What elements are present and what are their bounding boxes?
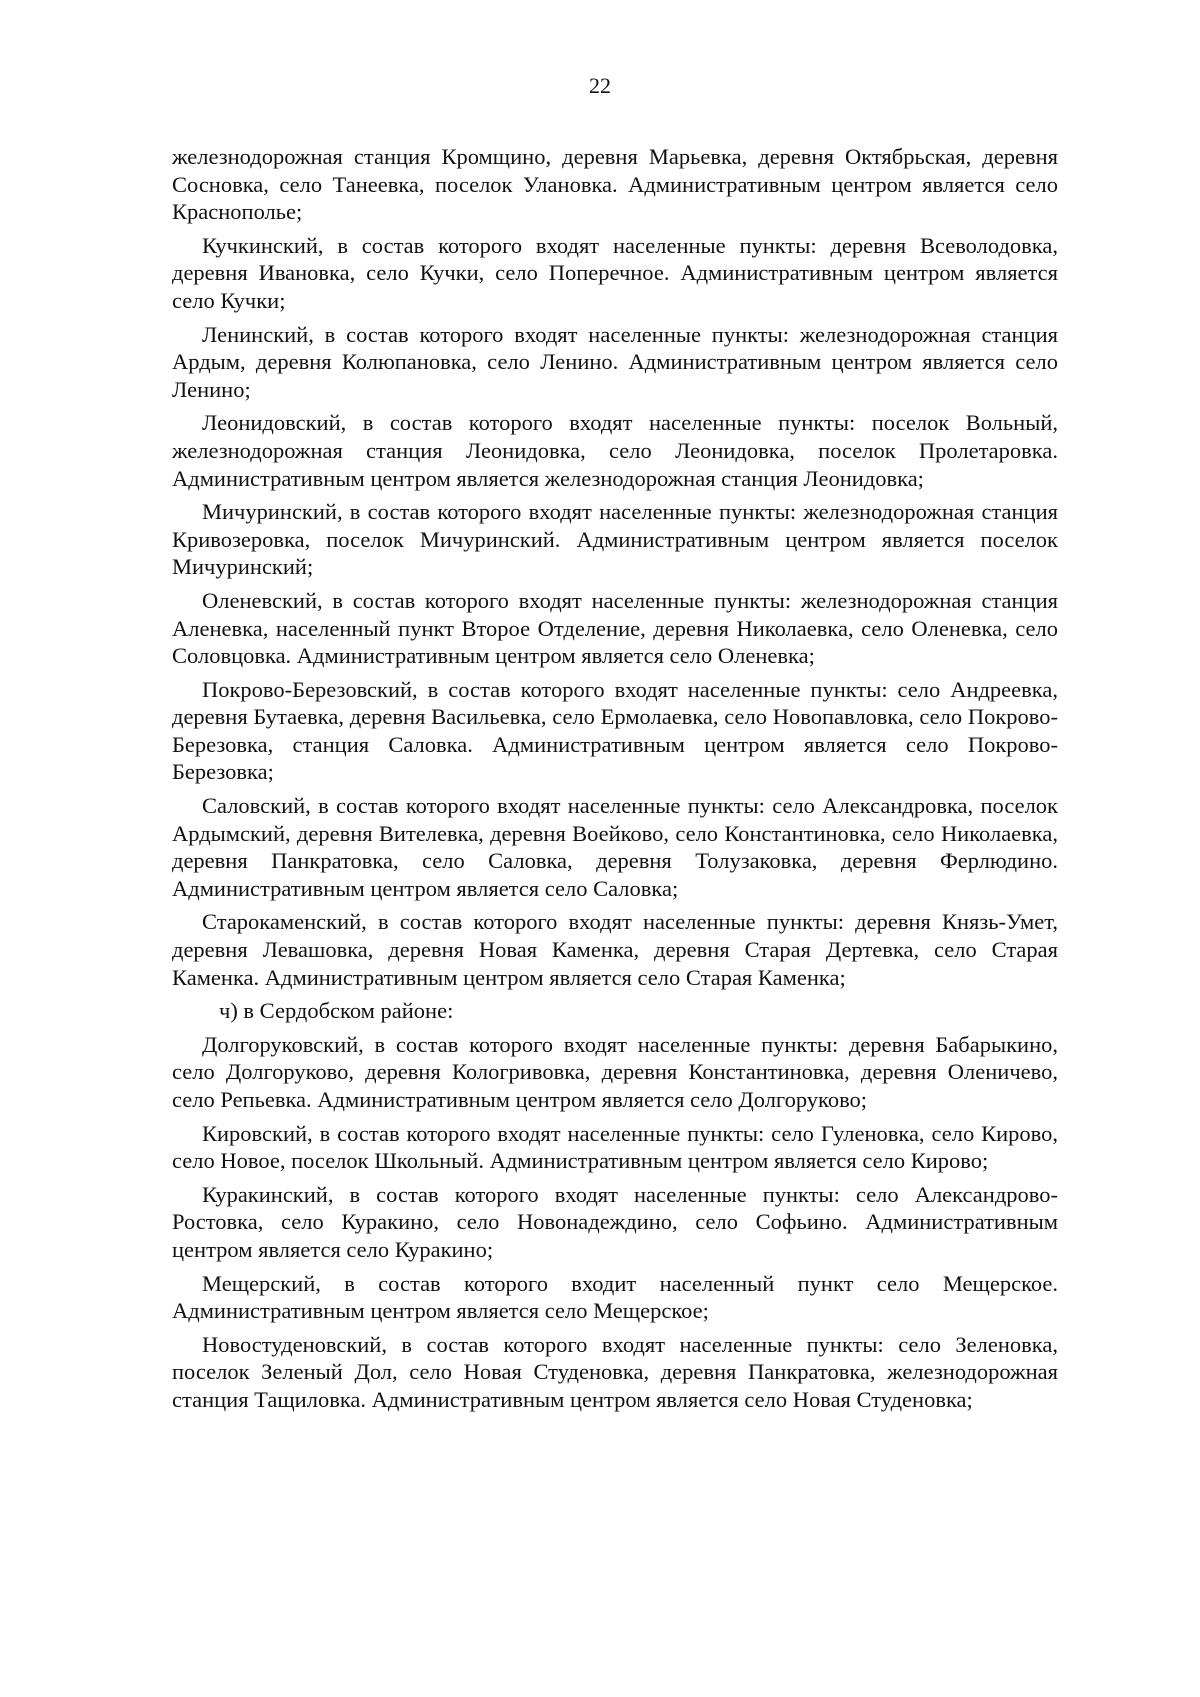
document-body: [172, 143, 1058, 1420]
paragraph-kurakinsky: Куракинский, в состав которого входят населенные пункты: село Александрово-Ростовка, село Куракино, село Новонадеждино, село Софьино. Административным центром является село Куракино;: [172, 1181, 1058, 1262]
paragraph-krasnopolye-continuation: железнодорожная станция Кромщино, деревня Марьевка, деревня Октябрьская, деревня Сосновка, село Танеевка, поселок Улановка. Административным центром является село Краснополье;: [172, 144, 1058, 225]
paragraph-starokamensky: Старокаменский, в состав которого входят населенные пункты: деревня Князь-Умет, деревня Левашовка, деревня Новая Каменка, деревня Старая Дертевка, село Старая Каменка. Административным центром является село Старая Каменка;: [172, 909, 1058, 990]
paragraph-pokrovo-berezovsky: Покрово-Березовский, в состав которого входят населенные пункты: село Андреевка, деревня Бутаевка, деревня Васильевка, село Ермолаевка, село Новопавловка, село Покрово-Березовка, станция Саловка. Административным центром является село Покрово-Березовка;: [172, 676, 1058, 785]
section-heading-serdobsky-district: ч) в Сердобском районе:: [219, 998, 454, 1024]
paragraph-kuchkinsky: Кучкинский, в состав которого входят населенные пункты: деревня Всеволодовка, деревня Ивановка, село Кучки, село Поперечное. Административным центром является село Кучки;: [172, 232, 1058, 313]
paragraph-olenevsky: Оленевский, в состав которого входят населенные пункты: железнодорожная станция Аленевка, населенный пункт Второе Отделение, деревня Николаевка, село Оленевка, село Соловцовка. Административным центром является село Оленевка;: [172, 587, 1058, 669]
paragraph-dolgorukovsky: Долгоруковский, в состав которого входят населенные пункты: деревня Бабарыкино, село Долгоруково, деревня Кологривовка, деревня Константиновка, деревня Оленичево, село Репьевка. Административным центром является село Долгоруково;: [172, 1031, 1058, 1112]
paragraph-kirovsky: Кировский, в состав которого входят населенные пункты: село Гуленовка, село Кирово, село Новое, поселок Школьный. Административным центром является село Кирово;: [172, 1120, 1058, 1174]
paragraph-meshchersky: Мещерский, в состав которого входит населенный пункт село Мещерское. Административным центром является село Мещерское;: [172, 1270, 1058, 1324]
paragraph-leonidovsky: Леонидовский, в состав которого входят населенные пункты: поселок Вольный, железнодорожная станция Леонидовка, село Леонидовка, поселок Пролетаровка. Административным центром является железнодорожная станция Леонидовка;: [172, 410, 1058, 491]
paragraph-michurinsky: Мичуринский, в состав которого входят населенные пункты: железнодорожная станция Кривозеровка, поселок Мичуринский. Административным центром является поселок Мичуринский;: [172, 499, 1058, 580]
page-number: 22: [589, 73, 611, 98]
paragraph-salovsky: Саловский, в состав которого входят населенные пункты: село Александровка, поселок Ардымский, деревня Вителевка, деревня Воейково, село Константиновка, село Николаевка, деревня Панкратовка, село Саловка, деревня Толузаковка, деревня Ферлюдино. Административным центром является село Саловка;: [172, 793, 1058, 901]
paragraph-leninsky: Ленинский, в состав которого входят населенные пункты: железнодорожная станция Ардым, деревня Колюпановка, село Ленино. Административным центром является село Ленино;: [172, 321, 1058, 402]
paragraph-novostudenovsky: Новостуденовский, в состав которого входят населенные пункты: село Зеленовка, поселок Зеленый Дол, село Новая Студеновка, деревня Панкратовка, железнодорожная станция Тащиловка. Административным центром является село Новая Студеновка;: [172, 1331, 1058, 1412]
